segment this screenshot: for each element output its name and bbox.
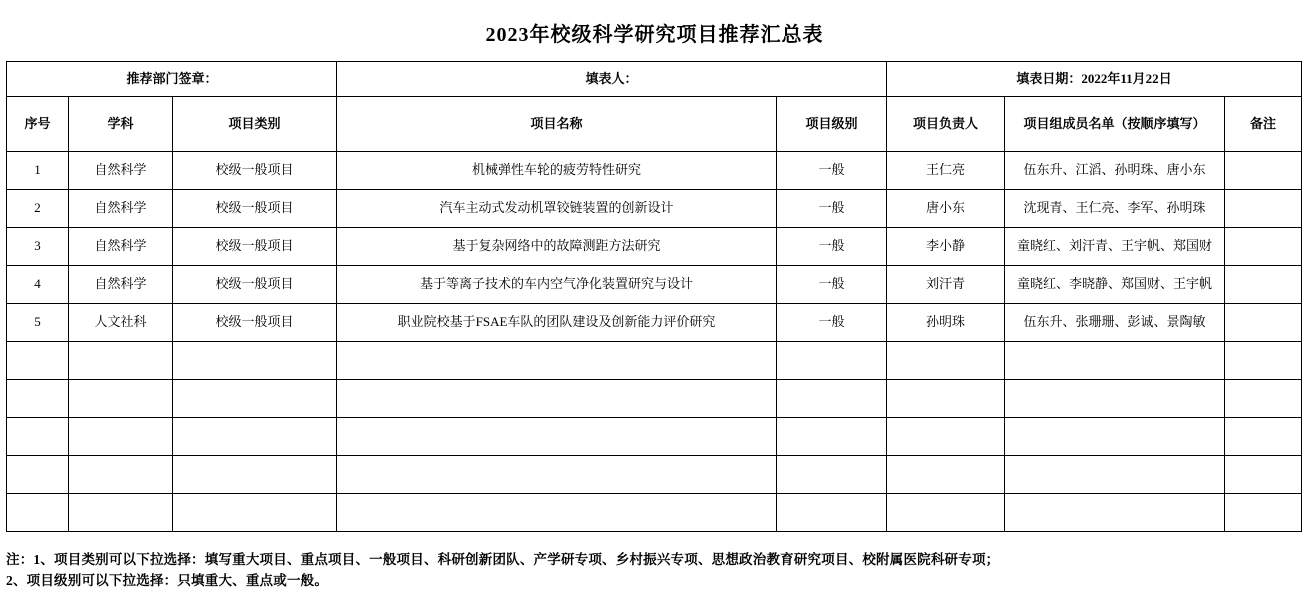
dept-signature-label: 推荐部门签章：	[7, 62, 337, 97]
cell-remark	[1225, 418, 1302, 456]
cell-name	[337, 380, 777, 418]
cell-category: 校级一般项目	[173, 266, 337, 304]
table-row[interactable]	[7, 228, 1302, 266]
cell-discipline	[69, 418, 173, 456]
cell-seq	[7, 418, 69, 456]
cell-category: 校级一般项目	[173, 190, 337, 228]
fill-date-label: 填表日期：2022年11月22日	[887, 62, 1302, 97]
cell-discipline	[69, 494, 173, 532]
cell-remark	[1225, 228, 1302, 266]
cell-discipline	[69, 380, 173, 418]
cell-members	[1005, 456, 1225, 494]
cell-members: 沈现青、王仁亮、李军、孙明珠	[1005, 190, 1225, 228]
cell-category: 校级一般项目	[173, 152, 337, 190]
cell-remark	[1225, 342, 1302, 380]
cell-seq	[7, 456, 69, 494]
cell-leader	[887, 342, 1005, 380]
cell-seq	[7, 494, 69, 532]
cell-seq: 2	[7, 190, 69, 228]
cell-members	[1005, 342, 1225, 380]
col-header-name: 项目名称	[337, 97, 777, 152]
cell-leader: 唐小东	[887, 190, 1005, 228]
cell-name: 基于等离子技术的车内空气净化装置研究与设计	[337, 266, 777, 304]
cell-discipline: 自然科学	[69, 266, 173, 304]
footnote-line-2: 2、项目级别可以下拉选择：只填重大、重点或一般。	[6, 573, 329, 589]
cell-seq: 4	[7, 266, 69, 304]
cell-level	[777, 380, 887, 418]
table-row-empty[interactable]	[7, 342, 1302, 380]
cell-level: 一般	[777, 152, 887, 190]
table-header-row	[7, 97, 1302, 152]
cell-seq: 5	[7, 304, 69, 342]
cell-leader: 孙明珠	[887, 304, 1005, 342]
page-title: 2023年校级科学研究项目推荐汇总表	[485, 24, 824, 46]
footnotes	[6, 550, 999, 592]
cell-members: 童晓红、李晓静、郑国财、王宇帆	[1005, 266, 1225, 304]
cell-leader: 李小静	[887, 228, 1005, 266]
table-row-empty[interactable]	[7, 418, 1302, 456]
cell-remark	[1225, 494, 1302, 532]
col-header-members: 项目组成员名单（按顺序填写）	[1005, 97, 1225, 152]
cell-level	[777, 456, 887, 494]
col-header-seq: 序号	[7, 97, 69, 152]
table-meta-row	[7, 62, 1302, 97]
filler-label: 填表人：	[337, 62, 887, 97]
cell-category	[173, 418, 337, 456]
cell-remark	[1225, 266, 1302, 304]
cell-name: 基于复杂网络中的故障测距方法研究	[337, 228, 777, 266]
cell-seq: 1	[7, 152, 69, 190]
table-row[interactable]	[7, 152, 1302, 190]
summary-table	[6, 61, 1302, 532]
cell-level: 一般	[777, 304, 887, 342]
table-row[interactable]	[7, 266, 1302, 304]
cell-discipline: 人文社科	[69, 304, 173, 342]
cell-discipline: 自然科学	[69, 152, 173, 190]
cell-category	[173, 456, 337, 494]
table-row-empty[interactable]	[7, 494, 1302, 532]
cell-category	[173, 380, 337, 418]
cell-category: 校级一般项目	[173, 228, 337, 266]
cell-members	[1005, 418, 1225, 456]
cell-leader	[887, 380, 1005, 418]
cell-name	[337, 418, 777, 456]
cell-category	[173, 342, 337, 380]
cell-name: 职业院校基于FSAE车队的团队建设及创新能力评价研究	[337, 304, 777, 342]
cell-discipline: 自然科学	[69, 228, 173, 266]
col-header-discipline: 学科	[69, 97, 173, 152]
cell-leader	[887, 456, 1005, 494]
col-header-leader: 项目负责人	[887, 97, 1005, 152]
cell-remark	[1225, 380, 1302, 418]
cell-level	[777, 418, 887, 456]
col-header-category: 项目类别	[173, 97, 337, 152]
cell-level	[777, 342, 887, 380]
cell-seq: 3	[7, 228, 69, 266]
table-row[interactable]	[7, 304, 1302, 342]
cell-remark	[1225, 152, 1302, 190]
footnote-line-1: 注：1、项目类别可以下拉选择：填写重大项目、重点项目、一般项目、科研创新团队、产学研专项、乡村振兴专项、思想政治教育研究项目、校附属医院科研专项；	[6, 552, 1000, 568]
cell-name	[337, 494, 777, 532]
cell-level: 一般	[777, 228, 887, 266]
cell-members: 伍东升、江滔、孙明珠、唐小东	[1005, 152, 1225, 190]
cell-seq	[7, 342, 69, 380]
cell-leader	[887, 418, 1005, 456]
cell-category: 校级一般项目	[173, 304, 337, 342]
cell-members: 伍东升、张珊珊、彭诚、景陶敏	[1005, 304, 1225, 342]
cell-leader	[887, 494, 1005, 532]
cell-name: 机械弹性车轮的疲劳特性研究	[337, 152, 777, 190]
table-row-empty[interactable]	[7, 456, 1302, 494]
cell-discipline	[69, 456, 173, 494]
cell-remark	[1225, 190, 1302, 228]
cell-members	[1005, 380, 1225, 418]
cell-members: 童晓红、刘汗青、王宇帆、郑国财	[1005, 228, 1225, 266]
cell-members	[1005, 494, 1225, 532]
cell-seq	[7, 380, 69, 418]
cell-name: 汽车主动式发动机罩铰链装置的创新设计	[337, 190, 777, 228]
cell-remark	[1225, 456, 1302, 494]
cell-level: 一般	[777, 190, 887, 228]
table-row-empty[interactable]	[7, 380, 1302, 418]
cell-discipline: 自然科学	[69, 190, 173, 228]
cell-level: 一般	[777, 266, 887, 304]
cell-leader: 刘汗青	[887, 266, 1005, 304]
cell-level	[777, 494, 887, 532]
col-header-remark: 备注	[1225, 97, 1302, 152]
cell-category	[173, 494, 337, 532]
col-header-level: 项目级别	[777, 97, 887, 152]
table-row[interactable]	[7, 190, 1302, 228]
cell-remark	[1225, 304, 1302, 342]
cell-leader: 王仁亮	[887, 152, 1005, 190]
cell-name	[337, 456, 777, 494]
cell-name	[337, 342, 777, 380]
cell-discipline	[69, 342, 173, 380]
